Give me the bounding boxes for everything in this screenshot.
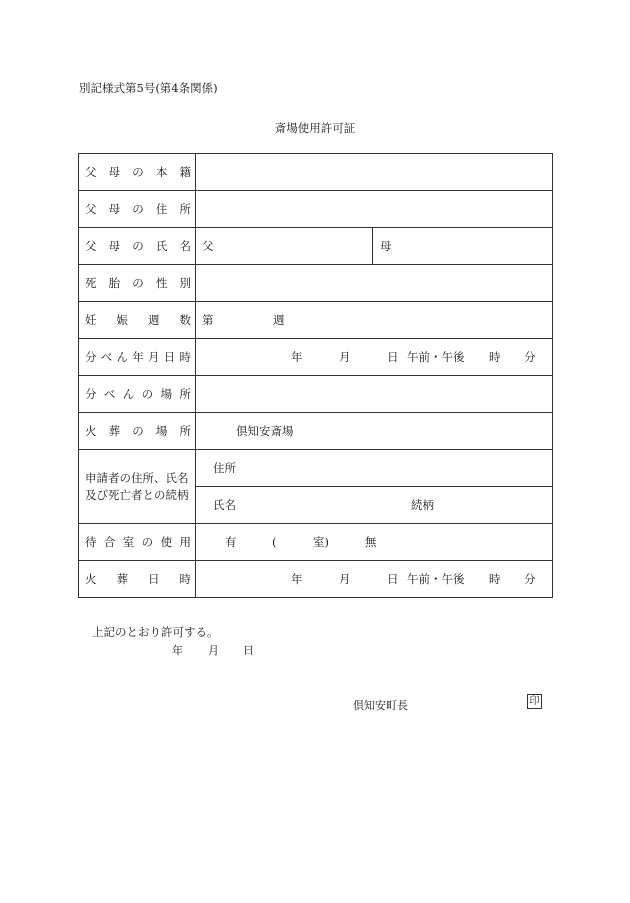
delivery-minute: 分 bbox=[524, 350, 536, 364]
label-char: 父 bbox=[85, 165, 97, 179]
delivery-day: 日 bbox=[387, 350, 399, 364]
waiting-room-room: 室) bbox=[313, 535, 329, 549]
row-stillbirth-sex bbox=[79, 265, 553, 302]
label-char: 月 bbox=[148, 350, 160, 364]
label-delivery-datetime bbox=[79, 339, 196, 376]
label-char: 籍 bbox=[179, 165, 191, 179]
label-char: べ bbox=[103, 387, 116, 401]
label-char: ん bbox=[116, 350, 128, 364]
label-char: 火 bbox=[85, 424, 97, 438]
label-char: 火 bbox=[85, 572, 97, 586]
label-char: 母 bbox=[108, 202, 121, 216]
waiting-room-yes: 有 bbox=[225, 535, 237, 549]
label-stillbirth-sex bbox=[79, 265, 196, 302]
field-parents-domicile[interactable] bbox=[196, 154, 553, 191]
label-char: 場 bbox=[155, 424, 168, 438]
label-char: 氏 bbox=[155, 239, 168, 253]
label-char: 数 bbox=[179, 313, 191, 327]
label-char: 性 bbox=[155, 276, 168, 290]
label-char: 所 bbox=[179, 387, 191, 401]
label-char: の bbox=[132, 424, 144, 438]
delivery-hour: 時 bbox=[489, 350, 501, 364]
cremation-year: 年 bbox=[291, 572, 303, 586]
applicant-label-line2: 及び死亡者との続柄 bbox=[85, 487, 189, 502]
label-char: 日 bbox=[163, 350, 176, 364]
row-cremation-datetime bbox=[79, 561, 553, 598]
field-parents-address[interactable] bbox=[196, 191, 553, 228]
label-parents-address bbox=[79, 191, 196, 228]
waiting-room-open-paren: ( bbox=[272, 535, 277, 549]
applicant-address-label: 住所 bbox=[213, 461, 236, 475]
gestation-suffix: 週 bbox=[273, 313, 285, 327]
gestation-prefix: 第 bbox=[202, 313, 214, 327]
label-parents-name bbox=[79, 228, 196, 265]
label-char: 分 bbox=[85, 387, 97, 401]
document-title: 斎場使用許可証 bbox=[274, 121, 356, 135]
row-applicant-address bbox=[79, 450, 553, 487]
field-applicant-address[interactable] bbox=[196, 450, 553, 487]
permit-day: 日 bbox=[243, 644, 254, 657]
label-char: の bbox=[141, 535, 154, 549]
label-applicant bbox=[79, 450, 196, 524]
permit-year: 年 bbox=[172, 644, 183, 657]
row-delivery-place bbox=[79, 376, 553, 413]
form-number-note: 別記様式第5号(第4条関係) bbox=[79, 81, 218, 95]
label-char: 本 bbox=[155, 165, 168, 179]
waiting-room-no: 無 bbox=[365, 535, 377, 549]
label-char: 死 bbox=[85, 276, 97, 290]
label-char: 住 bbox=[155, 202, 168, 216]
permit-statement: 上記のとおり許可する。 bbox=[92, 625, 219, 639]
row-waiting-room bbox=[79, 524, 553, 561]
row-parents-name bbox=[79, 228, 553, 265]
label-char: 妊 bbox=[85, 313, 97, 327]
cremation-place-value: 倶知安斎場 bbox=[236, 424, 294, 438]
field-cremation-place bbox=[196, 413, 553, 450]
field-waiting-room[interactable] bbox=[196, 524, 553, 561]
label-char: 葬 bbox=[108, 424, 121, 438]
label-char: 母 bbox=[108, 239, 121, 253]
applicant-relation-label: 続柄 bbox=[411, 498, 434, 512]
cremation-minute: 分 bbox=[524, 572, 536, 586]
label-gestation-weeks bbox=[79, 302, 196, 339]
label-char: 待 bbox=[85, 535, 97, 549]
father-label: 父 bbox=[202, 239, 214, 253]
label-char: 胎 bbox=[108, 276, 121, 290]
row-gestation-weeks bbox=[79, 302, 553, 339]
label-char: の bbox=[132, 202, 144, 216]
label-char: 所 bbox=[179, 202, 191, 216]
field-cremation-datetime[interactable] bbox=[196, 561, 553, 598]
field-stillbirth-sex[interactable] bbox=[196, 265, 553, 302]
mayor-signature-label: 倶知安町長 bbox=[353, 699, 408, 712]
label-char: 母 bbox=[108, 165, 121, 179]
label-cremation-place bbox=[79, 413, 196, 450]
label-char: 名 bbox=[179, 239, 191, 253]
row-parents-domicile bbox=[79, 154, 553, 191]
label-delivery-place bbox=[79, 376, 196, 413]
label-char: ん bbox=[122, 387, 135, 401]
label-char: 日 bbox=[148, 572, 160, 586]
label-char: 父 bbox=[85, 239, 97, 253]
label-char: 場 bbox=[160, 387, 173, 401]
label-char: の bbox=[141, 387, 154, 401]
delivery-ampm: 午前・午後 bbox=[407, 350, 465, 364]
label-char: 別 bbox=[179, 276, 191, 290]
row-delivery-datetime bbox=[79, 339, 553, 376]
label-char: 時 bbox=[179, 350, 191, 364]
applicant-name-label: 氏名 bbox=[213, 498, 236, 512]
mother-label: 母 bbox=[380, 239, 392, 253]
label-parents-domicile bbox=[79, 154, 196, 191]
label-char: 所 bbox=[179, 424, 191, 438]
label-char: の bbox=[132, 165, 144, 179]
applicant-label-line1: 申請者の住所、氏名 bbox=[85, 470, 189, 485]
label-char: べ bbox=[100, 350, 113, 364]
permit-month: 月 bbox=[208, 644, 219, 657]
label-char: の bbox=[132, 276, 144, 290]
label-char: 用 bbox=[179, 535, 191, 549]
cremation-hour: 時 bbox=[489, 572, 501, 586]
field-delivery-datetime[interactable] bbox=[196, 339, 553, 376]
field-delivery-place[interactable] bbox=[196, 376, 553, 413]
delivery-year: 年 bbox=[291, 350, 303, 364]
label-char: 時 bbox=[179, 572, 191, 586]
label-char: 年 bbox=[132, 350, 144, 364]
label-cremation-datetime bbox=[79, 561, 196, 598]
cremation-ampm: 午前・午後 bbox=[407, 572, 465, 586]
row-parents-address bbox=[79, 191, 553, 228]
label-char: の bbox=[132, 239, 144, 253]
label-char: 使 bbox=[160, 535, 173, 549]
label-char: 父 bbox=[85, 202, 97, 216]
permit-form-table bbox=[78, 153, 553, 598]
cremation-day: 日 bbox=[387, 572, 399, 586]
label-char: 娠 bbox=[116, 313, 128, 327]
label-waiting-room bbox=[79, 524, 196, 561]
label-char: 分 bbox=[85, 350, 97, 364]
label-char: 週 bbox=[148, 313, 160, 327]
label-char: 室 bbox=[122, 535, 135, 549]
field-applicant-name[interactable] bbox=[196, 487, 553, 524]
seal-mark: 印 bbox=[527, 694, 542, 709]
field-gestation-weeks[interactable] bbox=[196, 302, 553, 339]
parents-divider bbox=[372, 228, 373, 264]
delivery-month: 月 bbox=[339, 350, 351, 364]
label-char: 合 bbox=[103, 535, 116, 549]
row-cremation-place bbox=[79, 413, 553, 450]
label-char: 葬 bbox=[116, 572, 128, 586]
field-parents-name bbox=[196, 228, 553, 265]
cremation-month: 月 bbox=[339, 572, 351, 586]
